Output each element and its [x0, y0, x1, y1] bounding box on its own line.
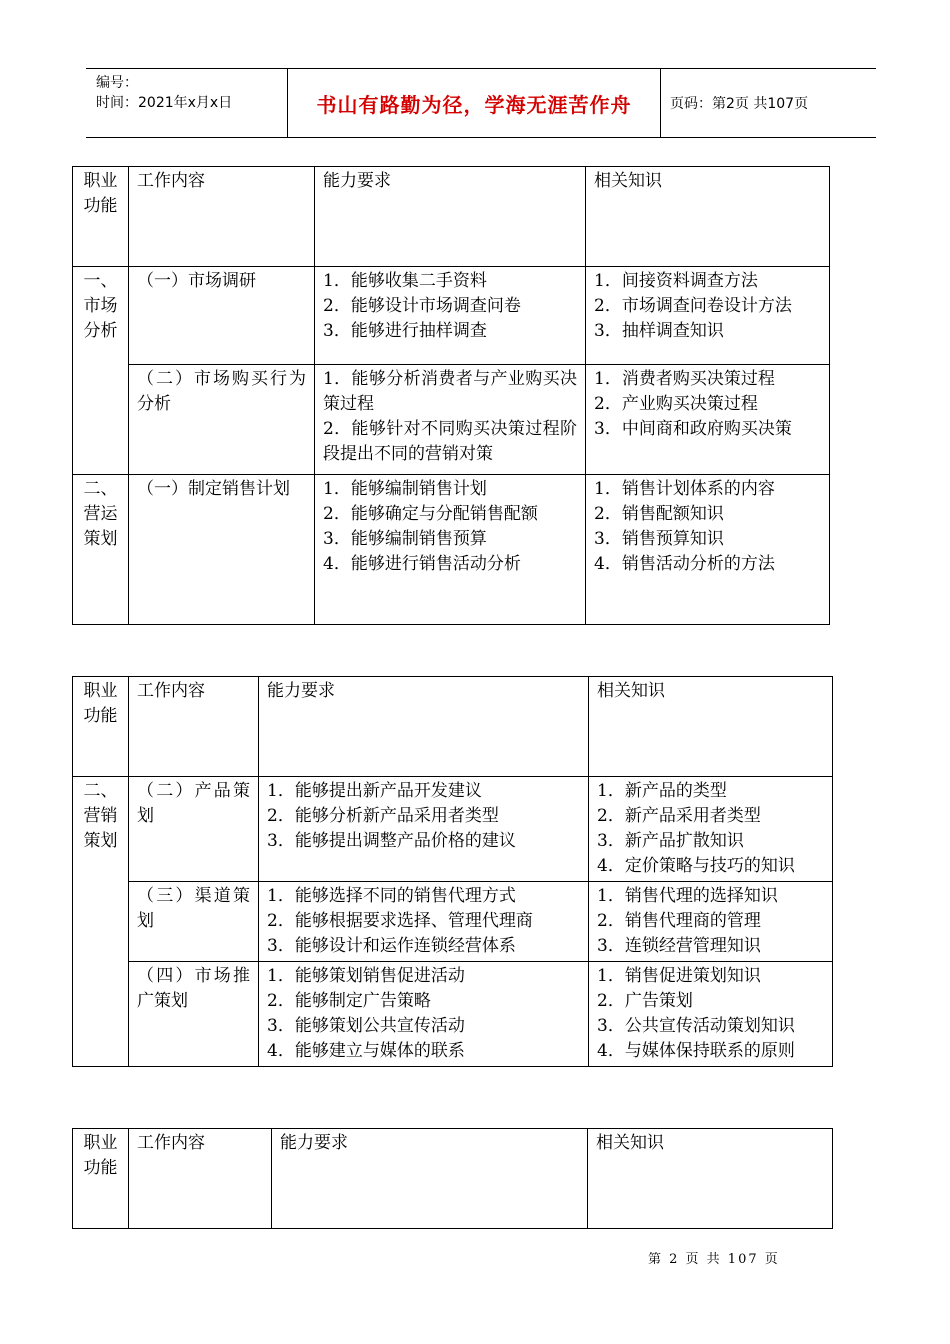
- work-cell: （一）市场调研: [129, 267, 315, 365]
- ability-cell: [315, 475, 586, 625]
- knowledge-cell: [589, 777, 833, 882]
- header-ability: 能力要求: [272, 1129, 588, 1229]
- knowledge-cell: [586, 365, 830, 475]
- work-cell: （四）市场推广策划: [129, 962, 259, 1067]
- skills-table-3: [72, 1128, 833, 1229]
- ability-item: 1．能够提出新产品开发建议: [267, 781, 482, 801]
- header-ability: 能力要求: [315, 167, 586, 267]
- table-header-row: [73, 677, 833, 777]
- ability-item: 2．能够制定广告策略: [267, 991, 431, 1011]
- work-cell: （一）制定销售计划: [129, 475, 315, 625]
- ability-item: 4．能够进行销售活动分析: [323, 554, 521, 574]
- ability-cell: [259, 882, 589, 962]
- number-label: 编号：: [96, 75, 138, 91]
- knowledge-item: 2．广告策划: [597, 991, 693, 1011]
- header-ability: 能力要求: [259, 677, 589, 777]
- ability-item: 2．能够设计市场调查问卷: [323, 296, 521, 316]
- knowledge-item: 1．消费者购买决策过程: [594, 369, 775, 389]
- header-work: 工作内容: [129, 677, 259, 777]
- knowledge-item: 4．定价策略与技巧的知识: [597, 856, 795, 876]
- table-row: [73, 365, 830, 475]
- header-divider: [660, 69, 661, 137]
- skills-table-1: [72, 166, 830, 625]
- knowledge-item: 1．销售代理的选择知识: [597, 886, 778, 906]
- header-meta: [96, 73, 232, 113]
- ability-item: 1．能够选择不同的销售代理方式: [267, 886, 516, 906]
- ability-item: 3．能够进行抽样调查: [323, 321, 487, 341]
- ability-cell: [259, 777, 589, 882]
- knowledge-item: 2．销售代理商的管理: [597, 911, 761, 931]
- knowledge-item: 2．产业购买决策过程: [594, 394, 758, 414]
- knowledge-item: 2．市场调查问卷设计方法: [594, 296, 792, 316]
- header-function: 职业功能: [73, 167, 129, 267]
- header-knowledge: 相关知识: [588, 1129, 833, 1229]
- knowledge-item: 3．抽样调查知识: [594, 321, 724, 341]
- ability-item: 2．能够根据要求选择、管理代理商: [267, 911, 533, 931]
- ability-item: 3．能够编制销售预算: [323, 529, 487, 549]
- table-row: [73, 777, 833, 882]
- knowledge-item: 2．销售配额知识: [594, 504, 724, 524]
- page-footer: 第 2 页 共 107 页: [648, 1252, 780, 1267]
- ability-cell: [259, 962, 589, 1067]
- header-work: 工作内容: [129, 1129, 272, 1229]
- table-row: [73, 475, 830, 625]
- table-row: [73, 882, 833, 962]
- time-label: 时间：2021年x月x日: [96, 95, 233, 111]
- function-cell: 二、营销策划: [73, 777, 129, 1067]
- knowledge-item: 1．销售促进策划知识: [597, 966, 761, 986]
- knowledge-item: 3．中间商和政府购买决策: [594, 419, 792, 439]
- knowledge-item: 3．销售预算知识: [594, 529, 724, 549]
- header-page-label: 页码：第2页 共107页: [670, 96, 809, 112]
- knowledge-item: 3．新产品扩散知识: [597, 831, 744, 851]
- knowledge-item: 2．新产品采用者类型: [597, 806, 761, 826]
- table-header-row: [73, 1129, 833, 1229]
- ability-item: 3．能够设计和运作连锁经营体系: [267, 936, 516, 956]
- knowledge-item: 3．公共宣传活动策划知识: [597, 1016, 795, 1036]
- table-row: [73, 962, 833, 1067]
- ability-item: 1．能够分析消费者与产业购买决策过程: [323, 369, 577, 414]
- ability-item: 2．能够分析新产品采用者类型: [267, 806, 499, 826]
- work-cell: （三）渠道策划: [129, 882, 259, 962]
- ability-item: 2．能够针对不同购买决策过程阶段提出不同的营销对策: [323, 419, 577, 464]
- table-row: [73, 267, 830, 365]
- ability-item: 3．能够提出调整产品价格的建议: [267, 831, 516, 851]
- knowledge-cell: [589, 882, 833, 962]
- header-motto: 书山有路勤为径，学海无涯苦作舟: [316, 92, 632, 117]
- header-function: 职业功能: [73, 677, 129, 777]
- page-header: [86, 68, 876, 138]
- header-work: 工作内容: [129, 167, 315, 267]
- knowledge-cell: [589, 962, 833, 1067]
- ability-item: 3．能够策划公共宣传活动: [267, 1016, 465, 1036]
- ability-item: 1．能够策划销售促进活动: [267, 966, 465, 986]
- function-cell: 二、营运策划: [73, 475, 129, 625]
- header-function: 职业功能: [73, 1129, 129, 1229]
- knowledge-item: 3．连锁经营管理知识: [597, 936, 761, 956]
- function-cell: 一、市场分析: [73, 267, 129, 475]
- ability-item: 2．能够确定与分配销售配额: [323, 504, 538, 524]
- knowledge-item: 1．销售计划体系的内容: [594, 479, 775, 499]
- knowledge-cell: [586, 267, 830, 365]
- knowledge-item: 4．销售活动分析的方法: [594, 554, 775, 574]
- knowledge-item: 1．间接资料调查方法: [594, 271, 758, 291]
- knowledge-item: 1．新产品的类型: [597, 781, 727, 801]
- skills-table-2: [72, 676, 833, 1067]
- ability-item: 4．能够建立与媒体的联系: [267, 1041, 465, 1061]
- ability-item: 1．能够收集二手资料: [323, 271, 487, 291]
- work-cell: （二）产品策划: [129, 777, 259, 882]
- ability-cell: [315, 267, 586, 365]
- knowledge-item: 4．与媒体保持联系的原则: [597, 1041, 795, 1061]
- table-header-row: [73, 167, 830, 267]
- header-knowledge: 相关知识: [586, 167, 830, 267]
- ability-item: 1．能够编制销售计划: [323, 479, 487, 499]
- header-knowledge: 相关知识: [589, 677, 833, 777]
- work-cell: （二）市场购买行为分析: [129, 365, 315, 475]
- knowledge-cell: [586, 475, 830, 625]
- ability-cell: [315, 365, 586, 475]
